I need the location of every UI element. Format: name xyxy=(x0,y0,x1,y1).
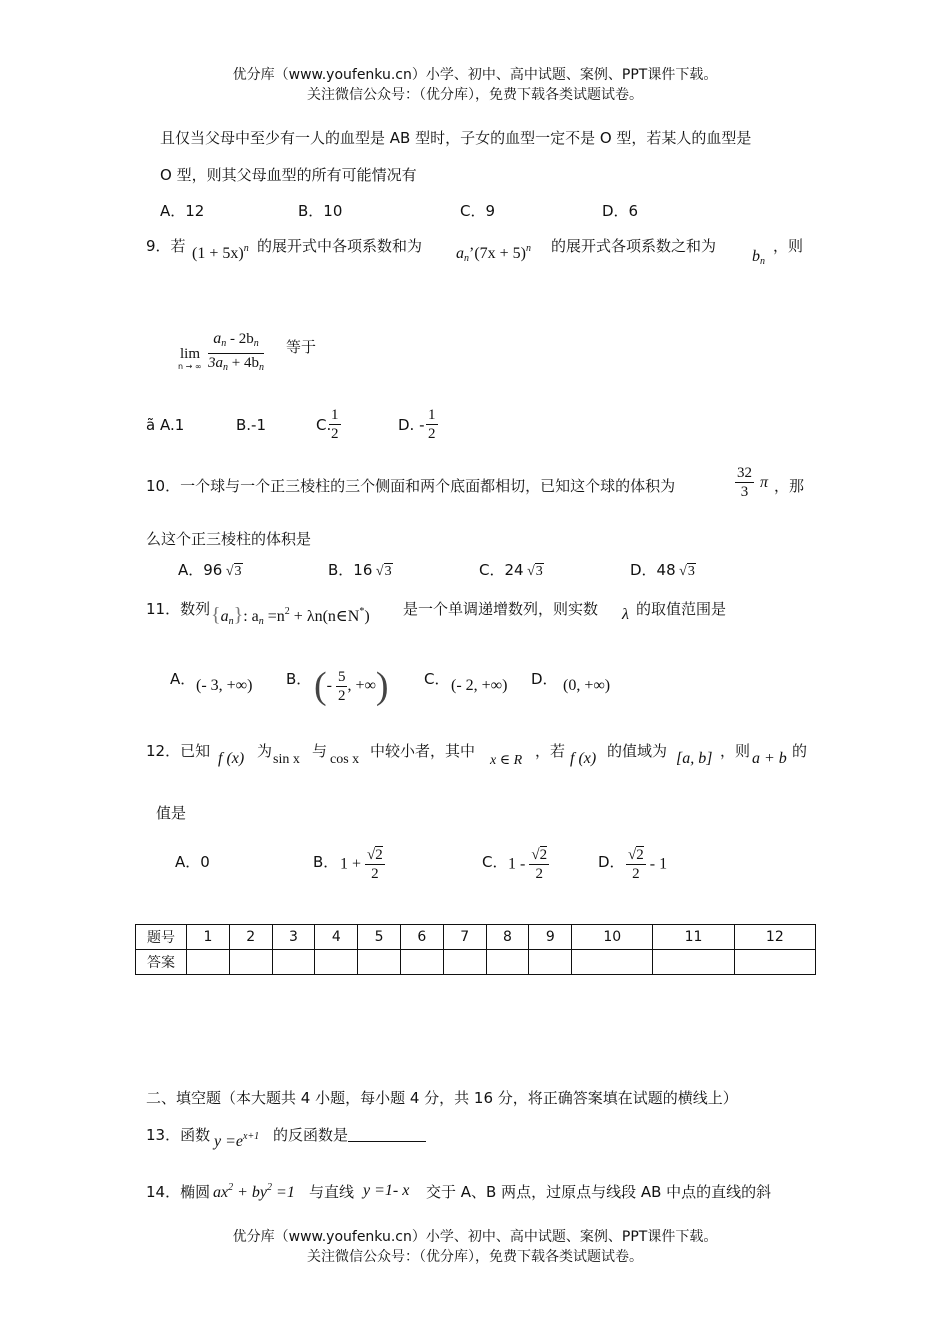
q9-text-2: 的展开式各项系数之和为 xyxy=(551,237,717,255)
q12-option-a: A．0 xyxy=(175,853,210,871)
q12-option-c-label: C． xyxy=(482,853,508,871)
q9-option-d-fraction: $\frac{1}{2}$ xyxy=(428,407,436,442)
answer-cell[interactable] xyxy=(734,950,815,975)
q10-volume-fraction: $\frac{32}{3}$ xyxy=(737,465,752,500)
q13-answer-blank[interactable] xyxy=(348,1127,426,1142)
q10-tail: ，那 xyxy=(774,477,805,495)
q12-fx: f (x) xyxy=(218,750,245,767)
table-cell-num: 8 xyxy=(486,925,529,950)
q8-option-a: A．12 xyxy=(160,202,205,220)
q12-a-plus-b: a + b xyxy=(752,750,787,767)
q11-sequence-expr: $\{a_n\}$: $a_n =n^2$ + λn(n∈N*) xyxy=(211,604,370,627)
q14-number: 14．椭圆 xyxy=(146,1183,211,1201)
q10-option-b: B．16 √3 xyxy=(328,561,392,579)
q11-option-b-value: (- $\frac{5}{2}$ , +∞) xyxy=(314,665,389,707)
q12-option-d-label: D． xyxy=(598,853,625,871)
q9-limit-sub: n → ∞ xyxy=(178,362,202,371)
answer-cell[interactable] xyxy=(529,950,572,975)
q12-cos: cos x xyxy=(330,752,360,767)
q12-text-3: 中较小者，其中 xyxy=(370,742,476,760)
q12-option-b-label: B． xyxy=(313,853,339,871)
q11-text-1: 是一个单调递增数列，则实数 xyxy=(403,600,599,618)
table-cell-num: 1 xyxy=(187,925,230,950)
q12-fx-2: f (x) xyxy=(570,750,597,767)
answer-cell[interactable] xyxy=(653,950,734,975)
q14-text-1: 与直线 xyxy=(309,1183,355,1201)
header-line-2: 关注微信公众号：（优分库），免费下载各类试题试卷。 xyxy=(307,87,643,103)
q9-tail: 等于 xyxy=(286,338,317,356)
q9-option-d: D. - xyxy=(398,416,425,434)
table-cell-num: 11 xyxy=(653,925,734,950)
table-header-label: 题号 xyxy=(136,925,187,950)
answer-table xyxy=(135,924,816,975)
q11-text-2: 的取值范围是 xyxy=(636,600,727,618)
q8-line-1: 且仅当父母中至少有一人的血型是 AB 型时，子女的血型一定不是 O 型，若某人的血型是 xyxy=(160,129,752,147)
table-cell-num: 2 xyxy=(229,925,272,950)
q9-option-b: B.-1 xyxy=(236,416,267,434)
q14-ellipse: $ax^2 + by^2 =1$ xyxy=(213,1182,295,1201)
table-cell-num: 12 xyxy=(734,925,815,950)
q13-function: $y =e^{x+1}$ xyxy=(214,1131,260,1150)
header-line-1: 优分库（www.youfenku.cn）小学、初中、高中试题、案例、PPT课件下载。 xyxy=(232,67,718,83)
answer-cell[interactable] xyxy=(572,950,653,975)
q12-option-d-value: $\frac{√2}{2}$ - 1 xyxy=(628,847,668,882)
table-cell-num: 6 xyxy=(400,925,443,950)
q13-tail: 的反函数是 xyxy=(273,1124,426,1145)
q11-option-b-label: B． xyxy=(286,670,312,688)
q10-option-c: C．24 √3 xyxy=(479,561,543,579)
q8-line-2: O 型，则其父母血型的所有可能情况有 xyxy=(160,166,417,184)
q9-limit: lim xyxy=(180,346,201,362)
q10-pi: π xyxy=(760,474,769,491)
q14-text-2: 交于 A、B 两点，过原点与线段 AB 中点的直线的斜 xyxy=(426,1183,772,1201)
q12-sin: sin x xyxy=(273,752,300,767)
table-cell-num: 9 xyxy=(529,925,572,950)
q9-text-1: 的展开式中各项系数和为 xyxy=(257,237,423,255)
q11-option-d-label: D． xyxy=(531,670,558,688)
table-cell-num: 3 xyxy=(272,925,315,950)
q12-text-6: ，则 xyxy=(720,742,751,760)
q14-line: y =1- x xyxy=(363,1182,410,1199)
answer-cell[interactable] xyxy=(229,950,272,975)
q9-option-c-fraction: $\frac{1}{2}$ xyxy=(331,407,339,442)
q11-option-c-label: C． xyxy=(424,670,450,688)
q9-expr-3: $b_n$ xyxy=(752,248,765,267)
q9-number: 9．若 xyxy=(146,237,186,255)
table-row xyxy=(136,950,816,975)
table-cell-num: 10 xyxy=(572,925,653,950)
q9-option-c: C. xyxy=(316,416,332,434)
answer-cell[interactable] xyxy=(187,950,230,975)
table-cell-num: 5 xyxy=(358,925,401,950)
q11-option-d-value: (0, +∞) xyxy=(563,677,611,694)
q9-limit-fraction: $\frac{a_n - 2b_n}{3a_n + 4b_n}$ xyxy=(208,330,264,373)
q9-expr-1: $(1 + 5x)^n$ xyxy=(192,243,249,262)
answer-cell[interactable] xyxy=(358,950,401,975)
q12-line-2: 值是 xyxy=(156,804,187,822)
answer-cell[interactable] xyxy=(272,950,315,975)
q12-domain: x ∈ R xyxy=(490,753,523,768)
q10-line-2: 么这个正三棱柱的体积是 xyxy=(146,530,312,548)
q9-option-a: ã A.1 xyxy=(146,416,185,434)
q12-text-2: 与 xyxy=(312,742,328,760)
q12-text-7: 的 xyxy=(792,742,808,760)
q8-option-c: C．9 xyxy=(460,202,496,220)
q9-text-3: ，则 xyxy=(773,237,804,255)
q12-number: 12．已知 xyxy=(146,742,211,760)
table-answer-label: 答案 xyxy=(136,950,187,975)
q12-text-5: 的值域为 xyxy=(607,742,668,760)
q8-option-b: B．10 xyxy=(298,202,343,220)
q12-text-1: 为 xyxy=(257,742,273,760)
q10-option-a: A．96 √3 xyxy=(178,561,242,579)
q11-lambda: λ xyxy=(622,606,629,623)
answer-cell[interactable] xyxy=(400,950,443,975)
q10-line-1: 10．一个球与一个正三棱柱的三个侧面和两个底面都相切，已知这个球的体积为 xyxy=(146,477,676,495)
q8-option-d: D．6 xyxy=(602,202,639,220)
q12-text-4: ，若 xyxy=(535,742,566,760)
table-row xyxy=(136,925,816,950)
q12-range: [a, b] xyxy=(676,750,713,767)
answer-cell[interactable] xyxy=(443,950,486,975)
table-cell-num: 4 xyxy=(315,925,358,950)
table-cell-num: 7 xyxy=(443,925,486,950)
q12-option-b-value: 1 + $\frac{√2}{2}$ xyxy=(340,847,383,882)
q13-number: 13．函数 xyxy=(146,1126,211,1144)
answer-cell[interactable] xyxy=(315,950,358,975)
answer-cell[interactable] xyxy=(486,950,529,975)
q11-option-a-value: (- 3, +∞) xyxy=(196,677,253,694)
section-2-title: 二、填空题（本大题共 4 小题，每小题 4 分，共 16 分，将正确答案填在试题的横线上） xyxy=(146,1089,738,1107)
q10-option-d: D．48 √3 xyxy=(630,561,695,579)
q11-option-a-label: A． xyxy=(170,670,196,688)
q12-option-c-value: 1 - $\frac{√2}{2}$ xyxy=(508,847,548,882)
q11-number: 11．数列 xyxy=(146,600,211,618)
q9-expr-2: $a_n’(7x + 5)^n$ xyxy=(456,243,532,264)
footer-line-1: 优分库（www.youfenku.cn）小学、初中、高中试题、案例、PPT课件下载。 xyxy=(232,1229,718,1245)
q11-option-c-value: (- 2, +∞) xyxy=(451,677,508,694)
footer-line-2: 关注微信公众号：（优分库），免费下载各类试题试卷。 xyxy=(307,1249,643,1265)
